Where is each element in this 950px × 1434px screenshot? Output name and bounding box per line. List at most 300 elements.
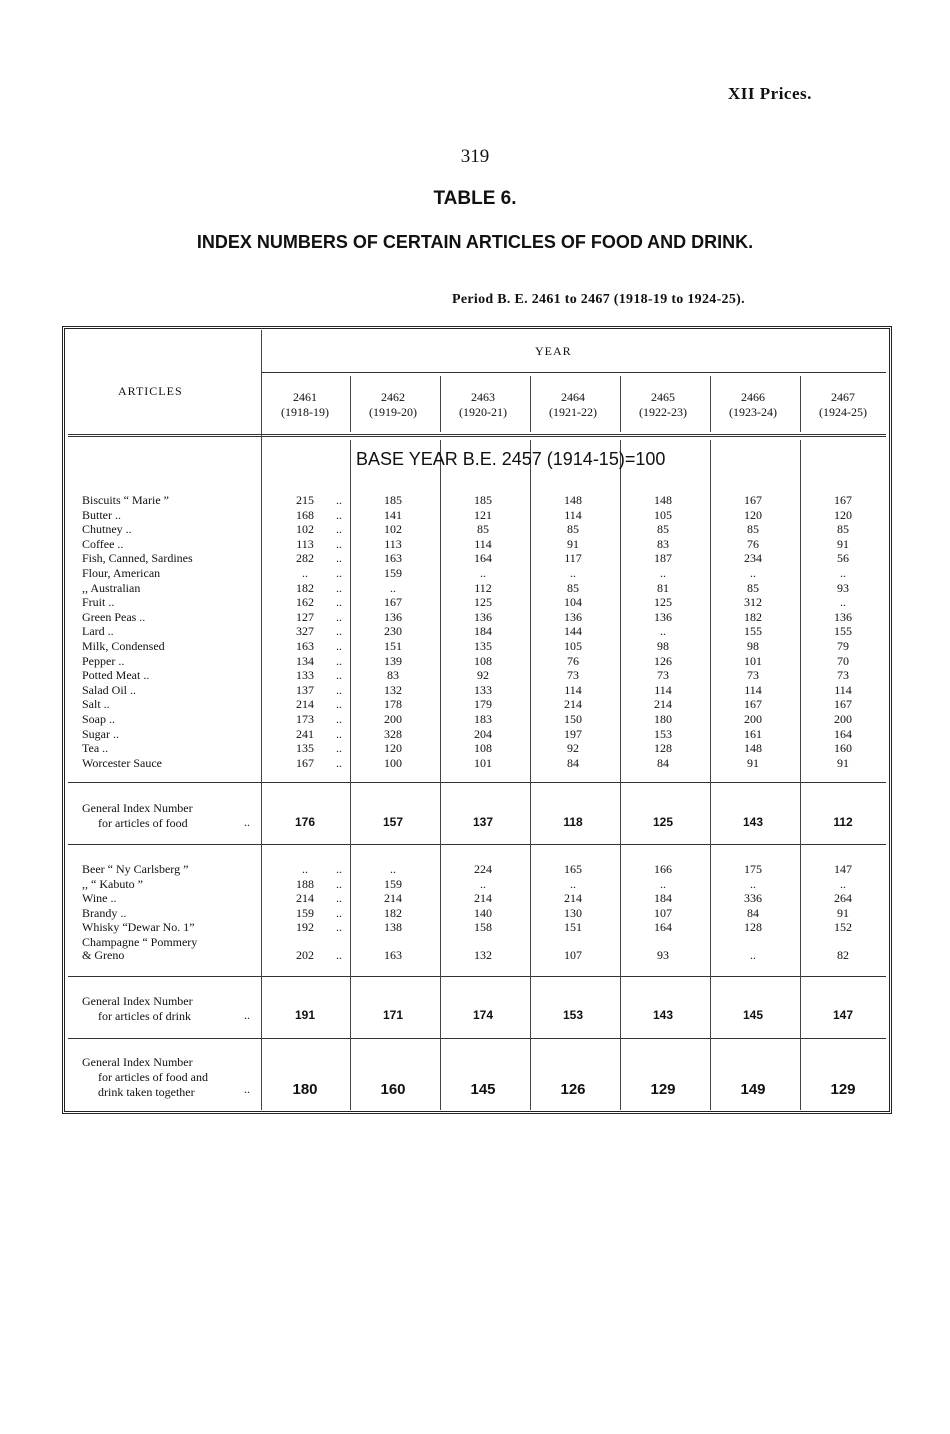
index-value: 282 bbox=[296, 551, 314, 566]
column-year-ce: (1922-23) bbox=[639, 405, 687, 419]
index-value: 100 bbox=[384, 755, 402, 770]
index-value: 79 bbox=[837, 639, 849, 653]
index-value: 102 bbox=[384, 522, 402, 537]
column-year-ce: (1923-24) bbox=[729, 405, 777, 419]
index-value: 114 bbox=[744, 682, 762, 697]
index-value: 93 bbox=[837, 580, 849, 595]
general-index-value: 147 bbox=[832, 1008, 854, 1022]
index-value: 167 bbox=[384, 595, 402, 610]
index-value: 73 bbox=[657, 668, 669, 683]
index-value: 108 bbox=[474, 741, 492, 756]
index-value: 125 bbox=[654, 595, 672, 610]
drink-row bbox=[82, 920, 892, 935]
index-value: 135 bbox=[296, 741, 314, 756]
leader-dots: .. bbox=[336, 507, 342, 522]
index-value: 133 bbox=[474, 682, 492, 697]
leader-dots: .. bbox=[336, 876, 342, 891]
article-name: Butter .. bbox=[82, 507, 121, 522]
article-name: Potted Meat .. bbox=[82, 668, 150, 683]
article-name: Chutney .. bbox=[82, 522, 132, 537]
food-row bbox=[82, 727, 892, 742]
food-row bbox=[82, 566, 892, 581]
index-label-line: drink taken together bbox=[98, 1085, 195, 1099]
index-value: .. bbox=[570, 566, 576, 580]
article-name: Pepper .. bbox=[82, 653, 125, 668]
drink-row bbox=[82, 862, 892, 877]
drink-row bbox=[82, 948, 892, 963]
horizontal-rule bbox=[68, 434, 886, 437]
index-value: .. bbox=[390, 580, 396, 595]
index-value: 200 bbox=[744, 712, 762, 726]
index-value: 120 bbox=[744, 507, 762, 522]
table-subtitle: INDEX NUMBERS OF CERTAIN ARTICLES OF FOOD AND DRINK. bbox=[196, 232, 754, 252]
index-value: 73 bbox=[747, 668, 759, 683]
article-name: Tea .. bbox=[82, 741, 109, 756]
index-value: .. bbox=[660, 566, 666, 580]
index-value: 175 bbox=[744, 862, 762, 876]
index-value: 160 bbox=[834, 741, 852, 756]
general-index-value: 125 bbox=[652, 815, 674, 829]
index-value: 133 bbox=[296, 668, 314, 683]
general-index-value: 171 bbox=[382, 1008, 404, 1022]
index-value: 112 bbox=[474, 580, 492, 595]
column-header bbox=[710, 390, 796, 420]
leader-dots: .. bbox=[336, 624, 342, 639]
index-value: 185 bbox=[384, 493, 402, 507]
article-name: Fish, Canned, Sardines bbox=[82, 551, 193, 566]
index-value: 155 bbox=[834, 624, 852, 639]
food-row bbox=[82, 624, 892, 639]
index-value: 153 bbox=[654, 726, 672, 741]
leader-dots: .. bbox=[336, 682, 342, 697]
index-value: 328 bbox=[384, 726, 402, 741]
index-value: 187 bbox=[654, 551, 672, 566]
index-value: 114 bbox=[564, 507, 582, 522]
food-row bbox=[82, 683, 892, 698]
leader-dots: .. bbox=[336, 522, 342, 537]
index-value: 105 bbox=[564, 639, 582, 653]
leader-dots: .. bbox=[336, 741, 342, 756]
index-value: 180 bbox=[654, 712, 672, 726]
index-value: 139 bbox=[384, 653, 402, 668]
index-value: 132 bbox=[474, 948, 492, 962]
index-value: 136 bbox=[384, 609, 402, 624]
index-value: 184 bbox=[474, 624, 492, 639]
index-value: .. bbox=[302, 862, 308, 876]
index-value: 173 bbox=[296, 712, 314, 726]
index-value: 192 bbox=[296, 920, 314, 935]
index-value: 98 bbox=[747, 639, 759, 653]
article-name: Lard .. bbox=[82, 624, 114, 639]
index-value: 148 bbox=[564, 493, 582, 507]
column-header bbox=[440, 390, 526, 420]
leader-dots: .. bbox=[336, 595, 342, 610]
food-row bbox=[82, 756, 892, 771]
index-value: 163 bbox=[296, 639, 314, 653]
horizontal-rule bbox=[68, 1038, 886, 1039]
general-index-value: 129 bbox=[830, 1081, 856, 1098]
index-value: 76 bbox=[747, 536, 759, 551]
index-value: 128 bbox=[744, 920, 762, 935]
index-value: .. bbox=[390, 862, 396, 876]
index-value: 214 bbox=[654, 697, 672, 712]
index-value: 105 bbox=[654, 507, 672, 522]
index-value: 134 bbox=[296, 653, 314, 668]
index-value: 200 bbox=[834, 712, 852, 726]
food-row bbox=[82, 522, 892, 537]
table-title: TABLE 6. bbox=[433, 188, 517, 209]
index-value: 202 bbox=[296, 948, 314, 962]
index-value: 214 bbox=[296, 697, 314, 712]
index-value: 92 bbox=[477, 668, 489, 683]
index-label-line: General Index Number bbox=[82, 1055, 193, 1069]
index-value: 159 bbox=[296, 905, 314, 920]
index-value: 85 bbox=[477, 522, 489, 537]
leader-dots: .. bbox=[336, 668, 342, 683]
article-name: Salad Oil .. bbox=[82, 682, 136, 697]
index-value: 152 bbox=[834, 920, 852, 935]
index-value: 84 bbox=[567, 755, 579, 770]
leader-dots: .. bbox=[336, 536, 342, 551]
index-value: 166 bbox=[654, 862, 672, 876]
column-year-be: 2461 bbox=[293, 390, 317, 404]
column-year-be: 2466 bbox=[741, 390, 765, 404]
index-value: 113 bbox=[296, 536, 314, 551]
index-value: 73 bbox=[837, 668, 849, 683]
horizontal-rule bbox=[262, 372, 886, 373]
article-name: Fruit .. bbox=[82, 595, 115, 610]
index-value: 214 bbox=[296, 891, 314, 906]
index-value: 101 bbox=[474, 755, 492, 770]
index-value: 214 bbox=[384, 891, 402, 906]
index-value: 163 bbox=[384, 948, 402, 962]
leader-dots: .. bbox=[336, 862, 342, 876]
article-name: Biscuits “ Marie ” bbox=[82, 493, 169, 507]
column-header bbox=[262, 390, 348, 420]
index-value: 85 bbox=[747, 580, 759, 595]
index-value: .. bbox=[302, 566, 308, 580]
article-name: Beer “ Ny Carlsberg ” bbox=[82, 862, 189, 876]
index-value: 91 bbox=[837, 536, 849, 551]
leader-dots: .. bbox=[336, 726, 342, 741]
article-name: Soap .. bbox=[82, 712, 115, 726]
general-index-value: 153 bbox=[562, 1008, 584, 1022]
articles-label: ARTICLES bbox=[118, 384, 183, 398]
index-value: 214 bbox=[564, 891, 582, 906]
general-index-value: 191 bbox=[294, 1008, 316, 1022]
index-value: 98 bbox=[657, 639, 669, 653]
index-value: 127 bbox=[296, 609, 314, 624]
index-value: 113 bbox=[384, 536, 402, 551]
horizontal-rule bbox=[68, 844, 886, 845]
column-header bbox=[620, 390, 706, 420]
column-year-ce: (1924-25) bbox=[819, 405, 867, 419]
article-name: Brandy .. bbox=[82, 905, 127, 920]
base-year-note: BASE YEAR B.E. 2457 (1914-15)=100 bbox=[356, 449, 666, 469]
leader-dots: .. bbox=[244, 815, 250, 829]
leader-dots: .. bbox=[336, 639, 342, 653]
general-index-value: 145 bbox=[470, 1081, 496, 1098]
index-value: 70 bbox=[837, 653, 849, 668]
column-year-ce: (1918-19) bbox=[281, 405, 329, 419]
index-value: 81 bbox=[657, 580, 669, 595]
food-row bbox=[82, 551, 892, 566]
index-value: .. bbox=[660, 624, 666, 639]
horizontal-rule bbox=[68, 782, 886, 783]
index-value: .. bbox=[480, 876, 486, 891]
index-value: 114 bbox=[564, 682, 582, 697]
index-value: 214 bbox=[474, 891, 492, 906]
index-value: 167 bbox=[834, 493, 852, 507]
index-value: 84 bbox=[657, 755, 669, 770]
article-name: Salt .. bbox=[82, 697, 110, 712]
food-row bbox=[82, 595, 892, 610]
index-value: 161 bbox=[744, 726, 762, 741]
index-value: 179 bbox=[474, 697, 492, 712]
index-value: 92 bbox=[567, 741, 579, 756]
index-value: 184 bbox=[654, 891, 672, 906]
index-value: 167 bbox=[744, 493, 762, 507]
leader-dots: .. bbox=[244, 1008, 250, 1022]
index-value: 136 bbox=[474, 609, 492, 624]
index-value: 151 bbox=[564, 920, 582, 935]
index-value: 144 bbox=[564, 624, 582, 639]
food-row bbox=[82, 508, 892, 523]
article-name: Whisky “Dewar No. 1” bbox=[82, 920, 195, 935]
leader-dots: .. bbox=[336, 697, 342, 712]
index-value: 164 bbox=[654, 920, 672, 935]
index-value: 107 bbox=[654, 905, 672, 920]
article-name: Coffee .. bbox=[82, 536, 124, 551]
index-value: 155 bbox=[744, 624, 762, 639]
index-value: 114 bbox=[834, 682, 852, 697]
index-value: 83 bbox=[387, 668, 399, 683]
column-year-be: 2464 bbox=[561, 390, 585, 404]
index-value: .. bbox=[840, 566, 846, 580]
column-header bbox=[800, 390, 886, 420]
index-label-line: for articles of food bbox=[98, 816, 188, 830]
index-value: 204 bbox=[474, 726, 492, 741]
index-label-line: General Index Number bbox=[82, 994, 193, 1008]
column-year-be: 2465 bbox=[651, 390, 675, 404]
column-header bbox=[350, 390, 436, 420]
index-value: 214 bbox=[564, 697, 582, 712]
index-value: 159 bbox=[384, 566, 402, 580]
drink-row bbox=[82, 891, 892, 906]
index-value: 159 bbox=[384, 876, 402, 891]
index-value: 141 bbox=[384, 507, 402, 522]
index-value: 182 bbox=[296, 580, 314, 595]
article-name: Flour, American bbox=[82, 566, 161, 580]
index-value: 101 bbox=[744, 653, 762, 668]
article-name: Green Peas .. bbox=[82, 609, 146, 624]
general-index-value: 129 bbox=[650, 1081, 676, 1098]
general-index-value: 160 bbox=[380, 1081, 406, 1098]
index-value: 91 bbox=[567, 536, 579, 551]
index-value: 197 bbox=[564, 726, 582, 741]
article-name: & Greno bbox=[82, 948, 125, 962]
general-index-value: 180 bbox=[292, 1081, 318, 1098]
index-value: 140 bbox=[474, 905, 492, 920]
article-name: Champagne “ Pommery bbox=[82, 935, 198, 949]
general-index-value: 137 bbox=[472, 815, 494, 829]
index-label-line: General Index Number bbox=[82, 801, 193, 815]
general-index-value: 143 bbox=[742, 815, 764, 829]
index-value: 183 bbox=[474, 712, 492, 726]
index-value: 85 bbox=[747, 522, 759, 537]
index-value: 120 bbox=[834, 507, 852, 522]
leader-dots: .. bbox=[336, 712, 342, 726]
column-year-be: 2462 bbox=[381, 390, 405, 404]
index-value: 182 bbox=[744, 609, 762, 624]
leader-dots: .. bbox=[336, 755, 342, 770]
index-value: 136 bbox=[564, 609, 582, 624]
index-value: 215 bbox=[296, 493, 314, 507]
food-row bbox=[82, 668, 892, 683]
index-value: 148 bbox=[654, 493, 672, 507]
food-row bbox=[82, 493, 892, 508]
general-index-value: 145 bbox=[742, 1008, 764, 1022]
chapter-header: XII Prices. bbox=[728, 84, 812, 103]
drink-row bbox=[82, 877, 892, 892]
general-index-value: 143 bbox=[652, 1008, 674, 1022]
food-row bbox=[82, 537, 892, 552]
index-value: .. bbox=[750, 566, 756, 580]
article-name: ,, Australian bbox=[82, 580, 141, 595]
index-value: 137 bbox=[296, 682, 314, 697]
index-value: 83 bbox=[657, 536, 669, 551]
leader-dots: .. bbox=[244, 1082, 250, 1096]
index-value: 167 bbox=[744, 697, 762, 712]
column-year-ce: (1920-21) bbox=[459, 405, 507, 419]
index-value: 102 bbox=[296, 522, 314, 537]
food-row bbox=[82, 610, 892, 625]
index-value: 91 bbox=[837, 905, 849, 920]
general-index-value: 157 bbox=[382, 815, 404, 829]
index-value: 117 bbox=[564, 551, 582, 566]
index-value: 182 bbox=[384, 905, 402, 920]
index-value: .. bbox=[480, 566, 486, 580]
index-value: 91 bbox=[747, 755, 759, 770]
index-value: 164 bbox=[834, 726, 852, 741]
index-value: 76 bbox=[567, 653, 579, 668]
period-note: Period B. E. 2461 to 2467 (1918-19 to 1924-25). bbox=[452, 292, 745, 307]
index-value: 85 bbox=[567, 580, 579, 595]
index-value: 336 bbox=[744, 891, 762, 906]
index-value: 136 bbox=[834, 609, 852, 624]
general-index-value: 176 bbox=[294, 815, 316, 829]
article-name: Milk, Condensed bbox=[82, 639, 165, 653]
index-value: 224 bbox=[474, 862, 492, 876]
index-value: 234 bbox=[744, 551, 762, 566]
general-index-value: 118 bbox=[563, 815, 583, 829]
food-row bbox=[82, 581, 892, 596]
leader-dots: .. bbox=[336, 653, 342, 668]
article-name: Wine .. bbox=[82, 891, 117, 906]
index-label-line: for articles of drink bbox=[98, 1009, 191, 1023]
index-value: 327 bbox=[296, 624, 314, 639]
column-year-ce: (1921-22) bbox=[549, 405, 597, 419]
index-value: 163 bbox=[384, 551, 402, 566]
index-value: 121 bbox=[474, 507, 492, 522]
index-value: 120 bbox=[384, 741, 402, 756]
index-value: 130 bbox=[564, 905, 582, 920]
leader-dots: .. bbox=[336, 580, 342, 595]
index-value: 138 bbox=[384, 920, 402, 935]
index-value: 164 bbox=[474, 551, 492, 566]
index-value: 125 bbox=[474, 595, 492, 610]
index-value: 200 bbox=[384, 712, 402, 726]
column-year-be: 2463 bbox=[471, 390, 495, 404]
food-row bbox=[82, 697, 892, 712]
index-value: 165 bbox=[564, 862, 582, 876]
index-value: .. bbox=[840, 595, 846, 610]
index-value: 147 bbox=[834, 862, 852, 876]
index-value: 104 bbox=[564, 595, 582, 610]
article-name: ,, “ Kabuto ” bbox=[82, 876, 143, 891]
food-row bbox=[82, 741, 892, 756]
index-value: 168 bbox=[296, 507, 314, 522]
index-value: 150 bbox=[564, 712, 582, 726]
leader-dots: .. bbox=[336, 609, 342, 624]
drink-index-label bbox=[82, 994, 193, 1024]
general-index-value: 126 bbox=[560, 1081, 586, 1098]
article-name: Worcester Sauce bbox=[82, 755, 162, 770]
total-index-label bbox=[82, 1055, 208, 1100]
leader-dots: .. bbox=[336, 948, 342, 962]
column-header bbox=[530, 390, 616, 420]
index-value: 136 bbox=[654, 609, 672, 624]
leader-dots: .. bbox=[336, 566, 342, 580]
leader-dots: .. bbox=[336, 493, 342, 507]
index-value: .. bbox=[660, 876, 666, 891]
leader-dots: .. bbox=[336, 905, 342, 920]
index-value: 85 bbox=[837, 522, 849, 537]
index-value: 128 bbox=[654, 741, 672, 756]
food-index-label bbox=[82, 801, 193, 831]
index-value: 56 bbox=[837, 551, 849, 566]
index-value: 132 bbox=[384, 682, 402, 697]
food-row bbox=[82, 639, 892, 654]
index-value: .. bbox=[750, 948, 756, 962]
index-value: 185 bbox=[474, 493, 492, 507]
article-name: Sugar .. bbox=[82, 726, 119, 741]
index-value: 82 bbox=[837, 948, 849, 962]
index-value: 148 bbox=[744, 741, 762, 756]
index-value: 264 bbox=[834, 891, 852, 906]
leader-dots: .. bbox=[336, 920, 342, 935]
horizontal-rule bbox=[68, 976, 886, 977]
leader-dots: .. bbox=[336, 891, 342, 906]
general-index-value: 174 bbox=[472, 1008, 494, 1022]
index-value: 108 bbox=[474, 653, 492, 668]
year-label: YEAR bbox=[535, 344, 572, 358]
index-value: 188 bbox=[296, 876, 314, 891]
index-value: 241 bbox=[296, 726, 314, 741]
index-value: 151 bbox=[384, 639, 402, 653]
drink-row bbox=[82, 906, 892, 921]
index-value: 167 bbox=[834, 697, 852, 712]
page-number: 319 bbox=[460, 146, 490, 167]
index-value: 162 bbox=[296, 595, 314, 610]
index-value: 85 bbox=[567, 522, 579, 537]
column-year-be: 2467 bbox=[831, 390, 855, 404]
index-value: .. bbox=[750, 876, 756, 891]
food-row bbox=[82, 712, 892, 727]
index-value: 178 bbox=[384, 697, 402, 712]
index-value: 91 bbox=[837, 755, 849, 770]
index-value: .. bbox=[570, 876, 576, 891]
